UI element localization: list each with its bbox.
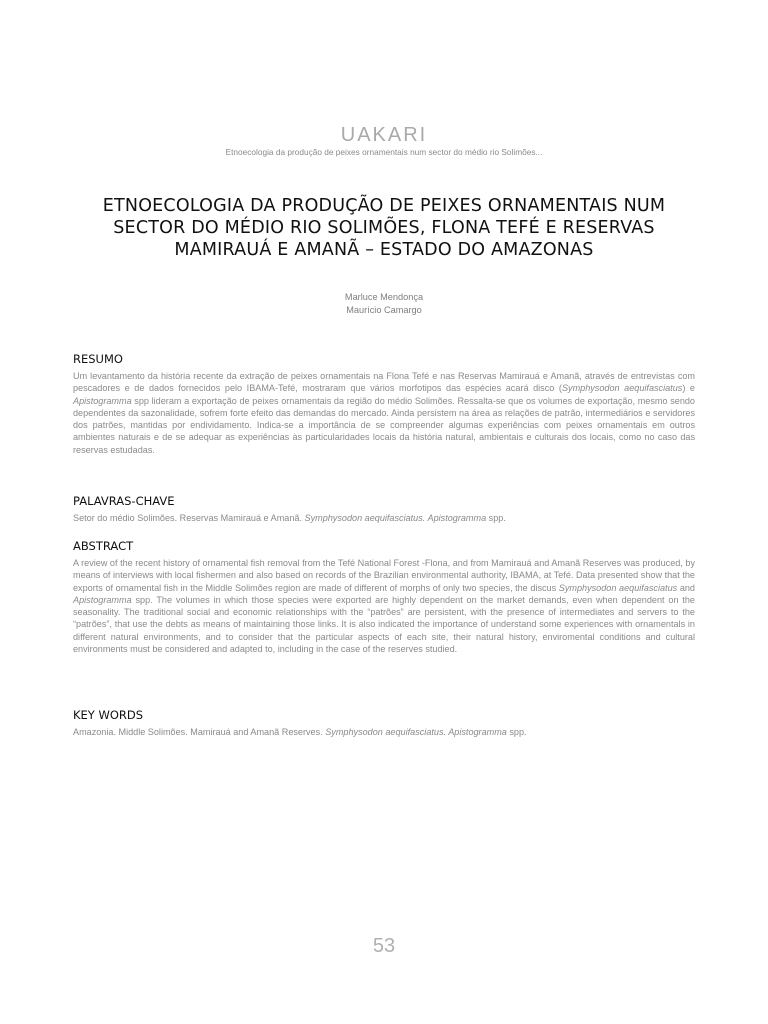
resumo-text-part: spp lideram a exportação de peixes ornamentais da região do médio Solimões. Ressalta-se que os volumes de exportação, mesmo sendo dependentes da sazonalidade, sofrem forte efeito das demandas do mercado. Ainda persistem na área as relações de patrão, intermediários e servidores dos patrões, mantidas por endividamento. Indica-se a importância de se compreender algumas experiências com peixes ornamentais em outros ambientes naturais e de se adequar as experiências às particularidades locais da história natural, ambientais e culturais dos locais, como no caso das reservas estudadas. (73, 395, 695, 455)
species-name: Symphysodon aequifasciatus. Apistogramma (304, 513, 487, 523)
resumo-text-part: Um levantamento da história recente da extração de peixes ornamentais na Flona Tefé e nas Reservas Mamirauá e Amanã, através de entrevistas com pescadores e de dados fornecidos pelo IBAMA-Tefé, mostraram que vários morfotipos das espécies acará disco ( (73, 371, 695, 394)
author-1: Marluce Mendonça (344, 292, 424, 302)
abstract-text-part: spp. The volumes in which those species were exported are highly dependent on the market demands, even when dependent on the seasonality. The traditional social and economic relationships with the “patrões” are persistent, with the presence of intermediates and servers to the “patrões”, that use the debts as means of maintaining those links. It is also indicated the importance of understand some experiences with ornamentals in different natural environments, and to consider that the particular aspects of each site, their natural history, enviromental conditions and cultural environments must be considered and adapted to, including in the case of the reserves studied. (73, 594, 695, 655)
abstract-text (73, 557, 695, 655)
key-words-text (73, 726, 695, 738)
palavras-chave-section (73, 494, 695, 524)
journal-name: UAKARI (340, 124, 428, 146)
palavras-chave-heading: PALAVRAS-CHAVE (73, 494, 175, 508)
authors (0, 291, 768, 316)
resumo-text-part: ) e (682, 383, 695, 394)
keyword-text: spp. (486, 513, 506, 523)
keyword-text: Setor do médio Solimões. Reservas Mamirauá e Amanã. (73, 513, 305, 523)
genus-name: Apistogramma (73, 395, 132, 406)
running-title: Etnoecologia da produção de peixes ornamentais num sector do médio rio Solimões... (225, 147, 543, 157)
article-title: ETNOECOLOGIA DA PRODUÇÃO DE PEIXES ORNAMENTAIS NUM SECTOR DO MÉDIO RIO SOLIMÕES, FLONA TEFÉ E RESERVAS MAMIRAUÁ E AMANÃ – ESTADO DO AMAZONAS (102, 196, 666, 260)
key-words-heading: KEY WORDS (73, 708, 144, 722)
author-2: Maurício Camargo (346, 304, 422, 315)
key-words-section (73, 708, 695, 738)
resumo-section (73, 352, 695, 456)
species-name: Symphysodon aequifasciatus (561, 383, 683, 394)
resumo-text (73, 370, 695, 456)
abstract-text-part: and (677, 582, 695, 593)
resumo-heading: RESUMO (73, 352, 123, 366)
keyword-text: spp. (506, 727, 527, 737)
abstract-text-part: A review of the recent history of ornamental fish removal from the Tefé National Forest -Flona, and from Mamirauá and Amanã Reserves was produced, by means of interviews with local fishermen and also based on records of the Brazilian environmental authority, IBAMA, at Tefé. Data presented show that the exports of ornamental fish in the Middle Solimões region are made of different of morphs of only two species, the discus (73, 558, 695, 593)
genus-name: Apistogramma (73, 594, 132, 605)
species-name: Symphysodon aequifasciatus (558, 582, 678, 593)
abstract-heading: ABSTRACT (73, 539, 134, 553)
palavras-chave-text (73, 512, 695, 524)
page-number: 53 (372, 935, 396, 957)
keyword-text: Amazonia. Middle Solimões. Mamirauá and Amanã Reserves. (73, 727, 326, 737)
species-name: Symphysodon aequifasciatus. Apistogramma (325, 727, 507, 737)
abstract-section (73, 539, 695, 655)
